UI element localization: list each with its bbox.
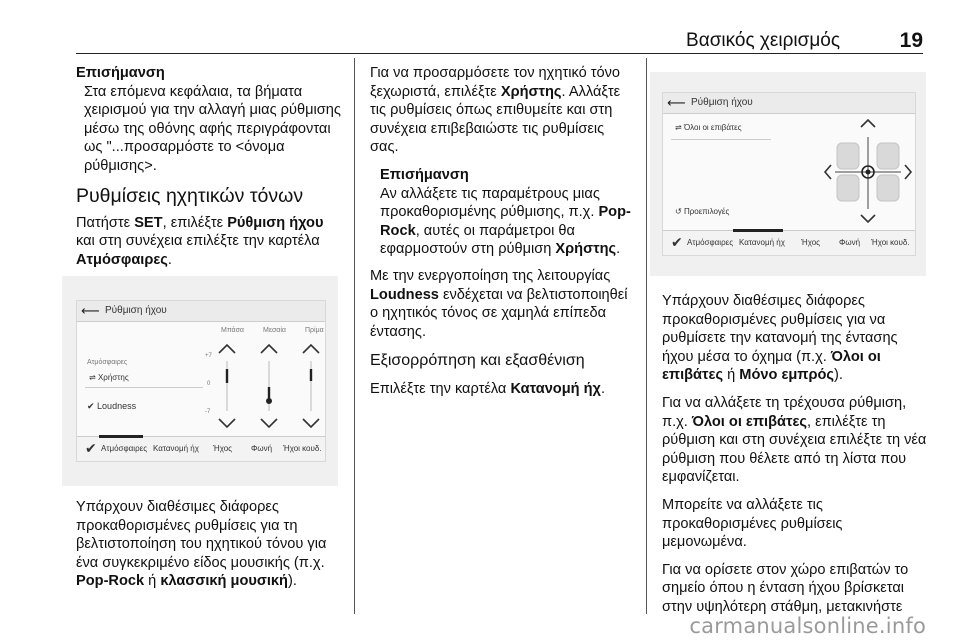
eq-label-treble: Πρίμα	[305, 327, 324, 334]
column-3	[662, 292, 928, 626]
preset-value[interactable]: ⇌ Χρήστης	[89, 373, 129, 382]
eq-scale-bottom: -7	[205, 409, 211, 415]
instruction-paragraph: Πατήστε SET, επιλέξτε Ρύθμιση ήχου και στη συνέχεια επιλέξτε την καρτέλα Ατμόσφαιρες.	[76, 214, 324, 268]
touchscreen-display	[76, 300, 326, 462]
note-heading: Επισήμανση	[76, 65, 165, 81]
presets-button[interactable]: ↺ Προεπιλογές	[675, 207, 730, 216]
eq-label-mid: Μεσαία	[263, 327, 286, 334]
select-tab-paragraph: Επιλέξτε την καρτέλα Κατανομή ήχ.	[370, 381, 605, 398]
header-divider	[76, 53, 923, 54]
distribution-option[interactable]: ⇌ Όλοι οι επιβάτες	[675, 123, 742, 132]
tab-sound[interactable]: Ήχος	[801, 238, 820, 247]
mid-up-icon	[261, 345, 277, 353]
cabin-balance-map[interactable]	[823, 117, 913, 229]
page-number: 19	[899, 29, 923, 52]
running-header-title: Βασικός χειρισμός	[686, 30, 840, 51]
tab-chimes[interactable]: Ήχοι κουδ.	[283, 444, 322, 453]
active-tab-indicator	[733, 229, 783, 232]
eq-scale-mid: 0	[207, 381, 211, 387]
distribution-presets-paragraph: Υπάρχουν διαθέσιμες διάφορες προκαθορισμένες ρυθμίσεις για να ρυθμίσετε την κατανομή της έντασης ήχου μέσα το όχημα (π.χ. Όλοι οι επιβάτες ή Μόνο εμπρός).	[662, 293, 898, 384]
max-volume-point-paragraph: Για να ορίσετε στον χώρο επιβατών το σημείο όπου η ένταση ήχου βρίσκεται στην υψηλότερη στάθμη, μετακινήστε	[662, 561, 909, 615]
tab-voice[interactable]: Φωνή	[839, 238, 861, 247]
confirm-check-icon[interactable]: ✔	[671, 234, 683, 250]
bass-up-icon	[219, 345, 235, 353]
loudness-toggle[interactable]: ✔ Loudness	[87, 401, 137, 411]
active-tab-indicator	[99, 435, 143, 438]
list-divider	[671, 139, 771, 140]
screen-tab-bar	[77, 436, 325, 461]
tab-sound-distribution[interactable]: Κατανομή ήχ	[153, 444, 199, 453]
column-1	[76, 64, 344, 278]
tab-atmospheres[interactable]: Ατμόσφαιρες	[687, 238, 734, 247]
touchscreen-display-2	[662, 92, 916, 256]
tab-chimes[interactable]: Ήχοι κουδ.	[871, 238, 910, 247]
fade-front-icon	[861, 120, 875, 127]
note-2	[370, 166, 636, 259]
individual-presets-paragraph: Μπορείτε να αλλάξετε τις προκαθορισμένες ρυθμίσεις μεμονωμένα.	[662, 496, 843, 551]
treble-up-icon	[303, 345, 319, 353]
column-divider-1	[354, 58, 355, 614]
bass-down-icon	[219, 419, 235, 427]
note-heading: Επισήμανση	[380, 166, 469, 183]
list-divider	[85, 387, 203, 388]
loudness-paragraph: Με την ενεργοποίηση της λειτουργίας Loudness ενδέχεται να βελτιστοποιηθεί ο ηχητικός τόνος σε χαμηλά επίπεδα έντασης.	[370, 267, 628, 340]
column-2	[370, 64, 636, 408]
watermark: carmanualsonline.info	[689, 614, 926, 638]
mid-down-icon	[261, 419, 277, 427]
section-heading-balance-fade: Εξισορρόπηση και εξασθένιση	[370, 352, 585, 370]
screen-tab-bar	[663, 230, 915, 255]
eq-label-bass: Μπάσα	[221, 327, 244, 334]
sound-settings-screenshot	[62, 276, 338, 486]
mid-slider-knob	[266, 398, 272, 404]
screen-title-bar	[663, 93, 915, 114]
custom-tone-paragraph: Για να προσαρμόσετε τον ηχητικό τόνο ξεχωριστά, επιλέξτε Χρήστης. Αλλάξτε τις ρυθμίσεις όπως επιθυμείτε και στη συνέχεια επιβεβαιώστε τις ρυθμίσεις σας.	[370, 65, 621, 156]
column-1-bottom	[76, 498, 344, 600]
section-heading-sound-settings: Ρυθμίσεις ηχητικών τόνων	[76, 184, 304, 207]
sound-distribution-screenshot	[650, 72, 926, 276]
treble-down-icon	[303, 419, 319, 427]
tab-sound-distribution[interactable]: Κατανομή ήχ	[739, 238, 785, 247]
tab-atmospheres[interactable]: Ατμόσφαιρες	[101, 444, 148, 453]
confirm-check-icon[interactable]: ✔	[85, 440, 97, 456]
back-arrow-icon[interactable]: ⟵	[81, 303, 100, 318]
note-text: Στα επόμενα κεφάλαια, τα βήματα χειρισμού για την αλλαγή μιας ρύθμισης μέσω της οθόνης αφής περιγράφονται ως "...προσαρμόστε το <όνομα ρύθμισης>.	[84, 83, 341, 174]
note-1	[76, 64, 344, 176]
change-setting-paragraph: Για να αλλάξετε τη τρέχουσα ρύθμιση, π.χ. Όλοι οι επιβάτες, επιλέξτε τη ρύθμιση και στη συνέχεια επιλέξτε τη νέα ρύθμιση που θέλετε από τη λίστα που εμφανίζεται.	[662, 394, 927, 486]
note-text: Αν αλλάξετε τις παραμέτρους μιας προκαθορισμένης ρύθμισης, π.χ. Pop-Rock, αυτές οι παράμετροι θα εφαρμοστούν στη ρύθμιση Χρήστης.	[380, 185, 631, 258]
presets-paragraph: Υπάρχουν διαθέσιμες διάφορες προκαθορισμένες ρυθμίσεις για τη βελτιστοποίηση του ηχητικού τόνου για ένα συγκεκριμένο είδος μουσικής (π.χ. Pop-Rock ή κλασσική μουσική).	[76, 499, 327, 590]
tab-sound[interactable]: Ήχος	[213, 444, 232, 453]
screen-title: Ρύθμιση ήχου	[105, 305, 167, 316]
fade-rear-icon	[861, 215, 875, 222]
balance-right-icon	[905, 165, 911, 179]
eq-scale-top: +7	[205, 353, 212, 359]
screen-title-bar	[77, 301, 325, 322]
tab-voice[interactable]: Φωνή	[251, 444, 273, 453]
column-divider-2	[646, 58, 647, 614]
balance-left-icon	[825, 165, 831, 179]
preset-group-label: Ατμόσφαιρες	[87, 359, 128, 366]
back-arrow-icon[interactable]: ⟵	[667, 95, 686, 110]
equalizer-controls[interactable]	[207, 337, 325, 433]
screen-title: Ρύθμιση ήχου	[691, 97, 753, 108]
